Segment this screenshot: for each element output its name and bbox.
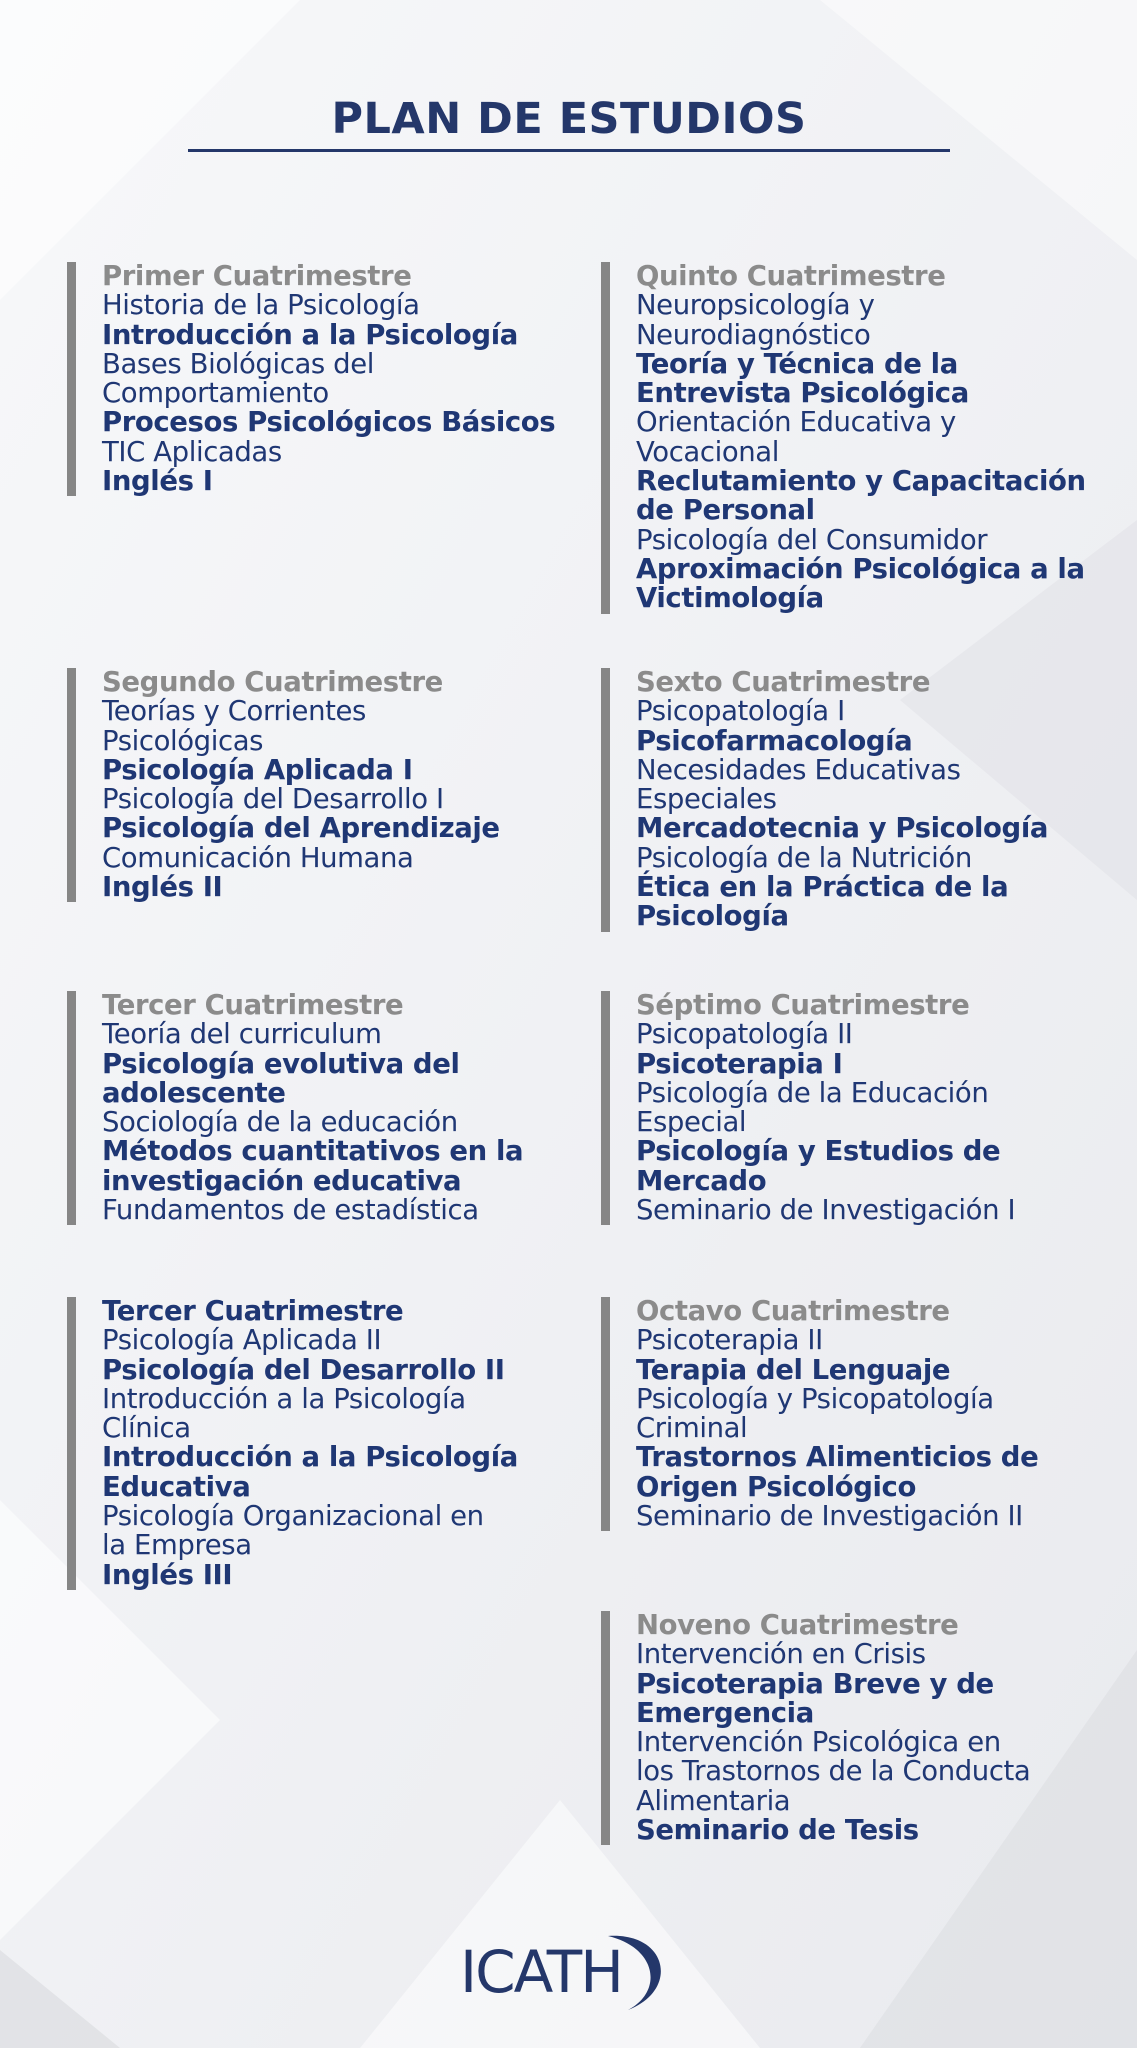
term-heading: Quinto Cuatrimestre xyxy=(636,260,946,292)
subject-item xyxy=(636,1326,1136,1355)
subject-line: Psicología del Desarrollo I xyxy=(102,783,444,816)
term-block xyxy=(601,668,1136,932)
subject-item xyxy=(636,814,1136,843)
subject-item xyxy=(636,1020,1136,1049)
subject-line: Comportamiento xyxy=(102,377,329,410)
icath-logo xyxy=(458,1930,682,2014)
subject-line: de Personal xyxy=(636,494,815,527)
term-heading: Primer Cuatrimestre xyxy=(102,260,412,292)
subject-item xyxy=(102,1020,582,1049)
subject-item xyxy=(636,1667,1136,1729)
term-block xyxy=(67,668,582,902)
subject-item xyxy=(102,697,582,756)
subject-line: Psicología del Consumidor xyxy=(636,523,988,556)
subject-line: Psicológicas xyxy=(102,724,264,757)
subject-line: Inglés I xyxy=(102,465,213,498)
subject-line: Psicopatología I xyxy=(636,695,845,728)
subject-line: Neuropsicología y xyxy=(636,289,875,322)
subject-line: Emergencia xyxy=(636,1696,814,1729)
subject-line: Introducción a la Psicología xyxy=(102,1441,518,1474)
subject-item xyxy=(636,841,1136,874)
subject-line: Psicología Aplicada I xyxy=(102,753,413,786)
subject-line: Teoría y Técnica de la xyxy=(636,347,958,380)
logo-text: ICATH xyxy=(460,1938,622,2006)
subject-line: Mercadotecnia y Psicología xyxy=(636,812,1048,845)
subject-item xyxy=(102,1502,582,1561)
term-block xyxy=(601,1297,1136,1531)
subject-line: Sociología de la educación xyxy=(102,1106,458,1139)
subject-line: Métodos cuantitativos en la xyxy=(102,1135,524,1168)
subject-item xyxy=(636,1728,1136,1816)
subject-item xyxy=(636,1816,1136,1845)
subject-item xyxy=(636,523,1136,556)
subject-line: Psicología y Estudios de xyxy=(636,1135,1001,1168)
subject-line: Educativa xyxy=(102,1470,251,1503)
subject-line: Criminal xyxy=(636,1412,748,1445)
subject-line: Psicología de la Educación xyxy=(636,1076,989,1109)
term-heading: Tercer Cuatrimestre xyxy=(102,989,404,1021)
subject-item xyxy=(102,814,582,843)
subject-line: Psicoterapia II xyxy=(636,1324,823,1357)
subject-line: adolescente xyxy=(102,1076,286,1109)
term-heading: Tercer Cuatrimestre xyxy=(102,1295,404,1327)
subject-item xyxy=(102,1558,582,1591)
term-block xyxy=(601,991,1136,1225)
subject-item xyxy=(636,347,1136,410)
subject-line: Psicología del Aprendizaje xyxy=(102,812,500,845)
subject-line: Origen Psicológico xyxy=(636,1470,916,1503)
subject-item xyxy=(102,1196,582,1225)
subject-line: Psicología evolutiva del xyxy=(102,1047,460,1080)
subject-item xyxy=(102,1443,582,1502)
subject-line: Historia de la Psicología xyxy=(102,289,420,322)
subject-item xyxy=(102,318,582,351)
subject-line: Neurodiagnóstico xyxy=(636,318,871,351)
term-heading: Sexto Cuatrimestre xyxy=(636,666,931,698)
subject-line: Ética en la Práctica de la xyxy=(636,871,1009,904)
subject-item xyxy=(636,1353,1136,1386)
subject-item xyxy=(102,1382,582,1445)
subject-line: Clínica xyxy=(102,1412,191,1445)
subject-item xyxy=(102,1047,582,1109)
subject-item xyxy=(636,697,1136,726)
subject-line: Seminario de Tesis xyxy=(636,1814,919,1847)
subject-line: Necesidades Educativas xyxy=(636,753,961,786)
subject-line: Psicopatología II xyxy=(636,1018,853,1051)
subject-line: Intervención Psicológica en xyxy=(636,1726,1001,1759)
subject-item xyxy=(102,1137,582,1196)
term-block xyxy=(601,1611,1136,1845)
subject-item xyxy=(102,841,582,874)
subject-line: Psicofarmacología xyxy=(636,724,913,757)
subject-line: Teoría del curriculum xyxy=(102,1018,382,1051)
subject-line: Entrevista Psicológica xyxy=(636,377,969,410)
subject-item xyxy=(636,1137,1136,1196)
subject-line: Psicoterapia I xyxy=(636,1047,843,1080)
subject-item xyxy=(636,1047,1136,1080)
subject-line: Psicología xyxy=(636,900,789,933)
subject-line: TIC Aplicadas xyxy=(102,435,282,468)
term-block xyxy=(67,1297,582,1590)
subject-line: Terapia del Lenguaje xyxy=(636,1353,951,1386)
subject-item xyxy=(102,1108,582,1137)
subject-line: Introducción a la Psicología xyxy=(102,318,518,351)
subject-item xyxy=(636,1443,1136,1502)
subject-line: Psicología Organizacional en xyxy=(102,1500,484,1533)
subject-line: Fundamentos de estadística xyxy=(102,1194,479,1227)
subject-item xyxy=(102,753,582,786)
subject-line: Inglés III xyxy=(102,1558,233,1591)
subject-line: Vocacional xyxy=(636,435,779,468)
subject-line: Psicología Aplicada II xyxy=(102,1324,382,1357)
subject-line: Especiales xyxy=(636,783,777,816)
subject-line: Especial xyxy=(636,1106,747,1139)
term-block xyxy=(67,262,582,496)
subject-line: Comunicación Humana xyxy=(102,841,414,874)
subject-item xyxy=(102,1326,582,1355)
subject-line: Inglés II xyxy=(102,871,223,904)
subject-line: Trastornos Alimenticios de xyxy=(636,1441,1039,1474)
subject-line: Psicología y Psicopatología xyxy=(636,1382,994,1415)
subject-item xyxy=(636,291,1136,350)
subject-item xyxy=(636,552,1136,615)
subject-item xyxy=(636,467,1136,526)
subject-line: Procesos Psicológicos Básicos xyxy=(102,406,556,439)
subject-item xyxy=(102,435,582,468)
subject-line: Victimología xyxy=(636,582,824,615)
subject-line: Intervención en Crisis xyxy=(636,1638,926,1671)
title-underline xyxy=(188,149,950,152)
subject-item xyxy=(102,467,582,496)
subject-item xyxy=(636,873,1136,932)
page-title: PLAN DE ESTUDIOS xyxy=(331,94,807,144)
subject-item xyxy=(636,724,1136,757)
subject-line: Reclutamiento y Capacitación xyxy=(636,465,1086,498)
subject-line: Mercado xyxy=(636,1164,767,1197)
subject-item xyxy=(102,291,582,320)
subject-item xyxy=(102,347,582,410)
subject-line: Bases Biológicas del xyxy=(102,347,374,380)
subject-line: los Trastornos de la Conducta xyxy=(636,1755,1031,1788)
term-heading: Séptimo Cuatrimestre xyxy=(636,989,970,1021)
subject-line: Introducción a la Psicología xyxy=(102,1382,466,1415)
subject-line: Aproximación Psicológica a la xyxy=(636,552,1085,585)
subject-line: Seminario de Investigación I xyxy=(636,1194,1016,1227)
subject-item xyxy=(636,1076,1136,1139)
subject-item xyxy=(636,1640,1136,1669)
subject-item xyxy=(636,1196,1136,1225)
term-block xyxy=(601,262,1136,614)
subject-item xyxy=(636,408,1136,467)
subject-line: investigación educativa xyxy=(102,1164,462,1197)
subject-line: Psicoterapia Breve y de xyxy=(636,1667,994,1700)
header xyxy=(188,94,950,152)
subject-item xyxy=(636,753,1136,816)
subject-line: Teorías y Corrientes xyxy=(102,695,366,728)
term-heading: Segundo Cuatrimestre xyxy=(102,666,443,698)
term-block xyxy=(67,991,582,1225)
subject-line: Psicología del Desarrollo II xyxy=(102,1353,505,1386)
subject-item xyxy=(102,1353,582,1386)
subject-line: la Empresa xyxy=(102,1529,252,1562)
subject-item xyxy=(102,408,582,437)
subject-item xyxy=(636,1382,1136,1445)
term-heading: Noveno Cuatrimestre xyxy=(636,1609,959,1641)
subject-line: Orientación Educativa y xyxy=(636,406,956,439)
subject-item xyxy=(102,785,582,814)
subject-line: Seminario de Investigación II xyxy=(636,1500,1023,1533)
subject-item xyxy=(102,873,582,902)
subject-item xyxy=(636,1502,1136,1531)
subject-line: Alimentaria xyxy=(636,1784,791,1817)
subject-line: Psicología de la Nutrición xyxy=(636,841,972,874)
term-heading: Octavo Cuatrimestre xyxy=(636,1295,950,1327)
